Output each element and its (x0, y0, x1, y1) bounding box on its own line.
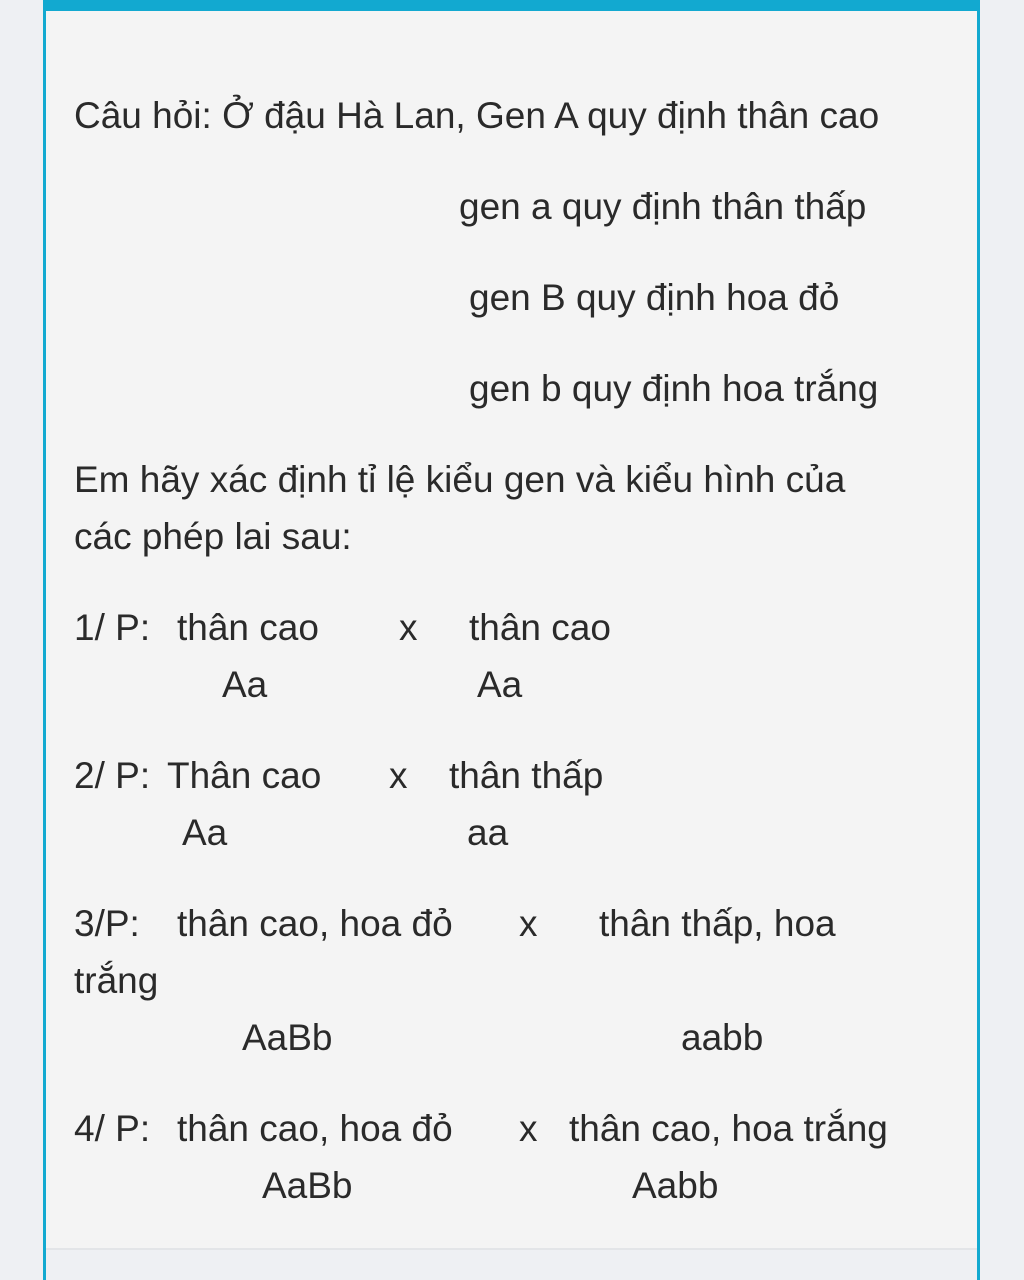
question-card (43, 0, 980, 1280)
cross-4-parent2-genotype: Aabb (632, 1165, 719, 1206)
cross-1-parent1-phenotype: thân cao (177, 607, 319, 648)
question-line-2: gen a quy định thân thấp (459, 186, 867, 227)
cross-1-parent1-genotype: Aa (222, 664, 268, 705)
question-line-1: Câu hỏi: Ở đậu Hà Lan, Gen A quy định thân cao (74, 95, 880, 136)
cross-1-cross-symbol: x (399, 607, 418, 648)
card-footer (46, 1250, 977, 1280)
cross-2-cross-symbol: x (389, 755, 408, 796)
cross-3-parent2-phenotype: thân thấp, hoa (599, 903, 836, 944)
cross-4-parent1-genotype: AaBb (262, 1165, 353, 1206)
question-line-4: gen b quy định hoa trắng (469, 368, 879, 409)
cross-3-parent2-phenotype-wrap: trắng (74, 960, 159, 1001)
card-top-accent-bar (46, 0, 977, 11)
cross-2-label: 2/ P: (74, 755, 151, 796)
cross-4-parent1-phenotype: thân cao, hoa đỏ (177, 1108, 453, 1149)
cross-2-parent2-phenotype: thân thấp (449, 755, 604, 796)
question-line-3: gen B quy định hoa đỏ (469, 277, 840, 318)
cross-3-label: 3/P: (74, 903, 140, 944)
cross-4-label: 4/ P: (74, 1108, 151, 1149)
cross-4-cross-symbol: x (519, 1108, 538, 1149)
cross-3-parent2-genotype: aabb (681, 1017, 764, 1058)
instruction-line-2: các phép lai sau: (74, 516, 352, 557)
cross-2-parent1-genotype: Aa (182, 812, 228, 853)
cross-3-parent1-genotype: AaBb (242, 1017, 333, 1058)
instruction-line-1: Em hãy xác định tỉ lệ kiểu gen và kiểu hình của (74, 459, 846, 500)
cross-2-parent2-genotype: aa (467, 812, 509, 853)
cross-1-parent2-phenotype: thân cao (469, 607, 611, 648)
cross-3-parent1-phenotype: thân cao, hoa đỏ (177, 903, 453, 944)
cross-2-parent1-phenotype: Thân cao (167, 755, 322, 796)
cross-1-parent2-genotype: Aa (477, 664, 523, 705)
cross-1-label: 1/ P: (74, 607, 151, 648)
cross-4-parent2-phenotype: thân cao, hoa trắng (569, 1108, 888, 1149)
cross-3-cross-symbol: x (519, 903, 538, 944)
